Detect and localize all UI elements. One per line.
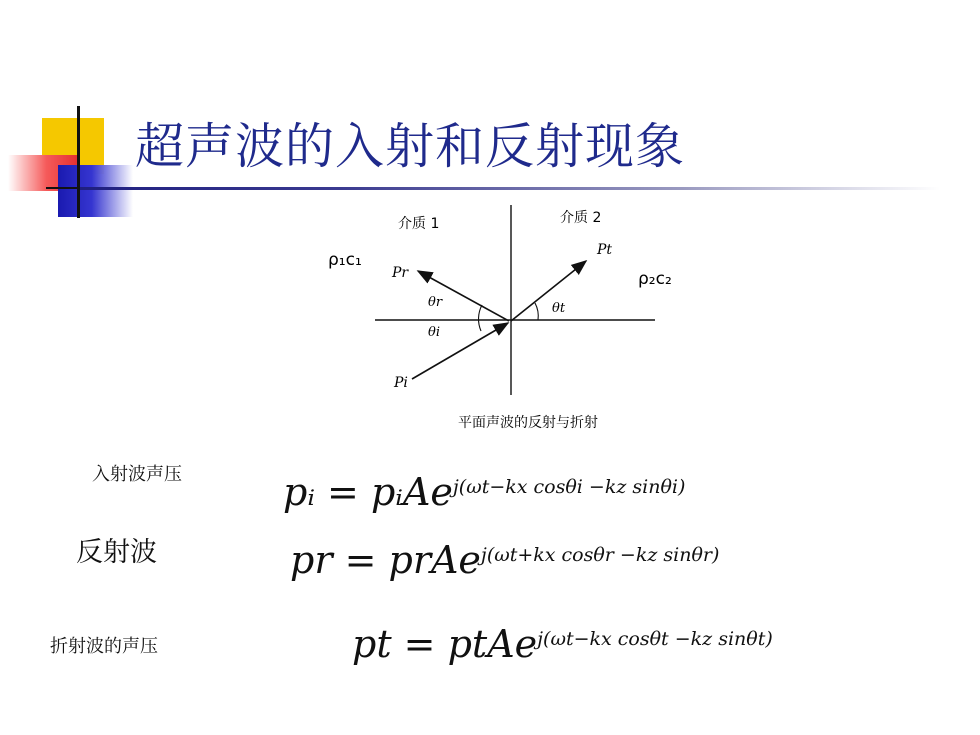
incident-formula-lhs: pᵢ = pᵢA — [283, 470, 431, 514]
theta-t-label: θt — [552, 301, 566, 316]
refracted-wave-label: 折射波的声压 — [50, 636, 158, 657]
rho1c1-label: ρ₁c₁ — [328, 250, 362, 270]
refracted-formula-lhs: pt = ptA — [352, 622, 515, 666]
reflected-formula-lhs: pr = prA — [290, 538, 459, 582]
decor-vertical-line — [77, 106, 80, 218]
incident-ray — [412, 323, 508, 379]
pi-label: Pi — [394, 375, 408, 391]
angle-arc-t — [535, 303, 538, 320]
title-underline — [80, 187, 940, 190]
decor-blue-square — [58, 165, 133, 217]
incident-formula-exponent: j(ωt−kx cosθi −kz sinθi) — [452, 475, 686, 498]
medium2-label: 介质 2 — [560, 210, 602, 226]
refracted-formula-exponent: j(ωt−kx cosθt −kz sinθt) — [537, 627, 773, 650]
pr-label: Pr — [392, 265, 409, 281]
incident-formula: pᵢ = pᵢAej(ωt−kx cosθi −kz sinθi) — [283, 470, 686, 514]
pt-label: Pt — [597, 242, 613, 258]
refracted-formula: pt = ptAej(ωt−kx cosθt −kz sinθt) — [352, 622, 773, 666]
reflected-wave-label: 反射波 — [76, 537, 157, 568]
diagram-svg — [320, 195, 700, 440]
theta-r-label: θr — [428, 295, 443, 310]
diagram-caption: 平面声波的反射与折射 — [458, 415, 598, 431]
rho2c2-label: ρ₂c₂ — [638, 269, 672, 289]
theta-i-label: θi — [428, 325, 440, 340]
transmitted-ray — [511, 261, 586, 321]
reflected-formula: pr = prAej(ωt+kx cosθr −kz sinθr) — [290, 538, 720, 582]
reflection-refraction-diagram — [320, 195, 700, 440]
medium1-label: 介质 1 — [398, 216, 440, 232]
slide-title: 超声波的入射和反射现象 — [135, 118, 686, 175]
angle-arc-r — [479, 305, 482, 331]
reflected-formula-exponent: j(ωt+kx cosθr −kz sinθr) — [480, 543, 720, 566]
incident-wave-label: 入射波声压 — [92, 464, 182, 485]
